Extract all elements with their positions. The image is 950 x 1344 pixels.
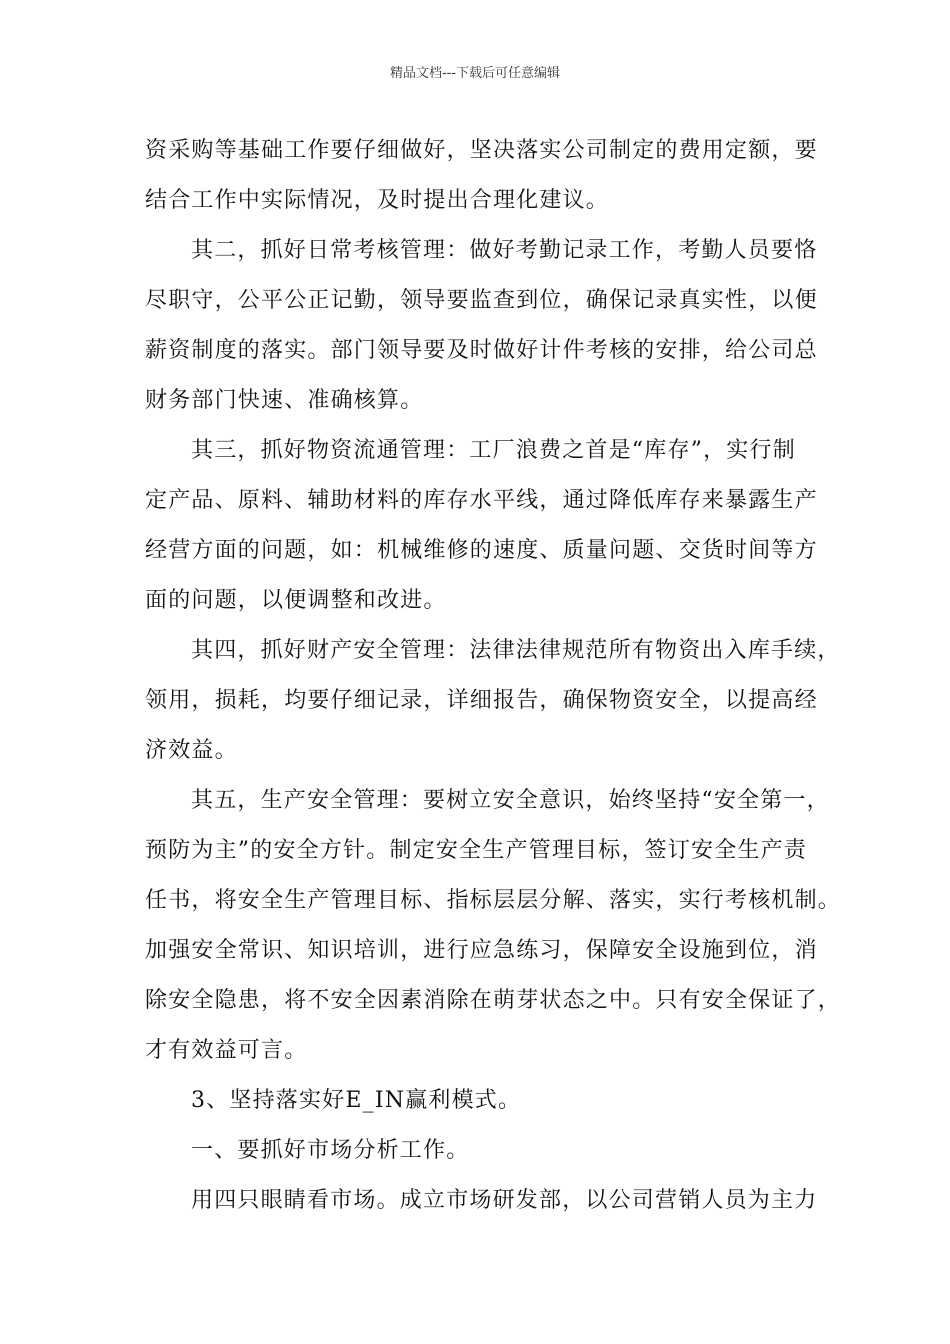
text-line: 预防为主”的安全方针。制定安全生产管理目标，签订安全生产责 [145, 838, 808, 863]
text-line: 面的问题，以便调整和改进。 [145, 588, 447, 613]
text-line: 用四只眼睛看市场。成立市场研发部，以公司营销人员为主力 [191, 1188, 818, 1213]
text-line: 其二，抓好日常考核管理：做好考勤记录工作，考勤人员要恪 [191, 238, 818, 263]
text-line: 经营方面的问题，如：机械维修的速度、质量问题、交货时间等方 [145, 538, 818, 563]
text-line: 结合工作中实际情况，及时提出合理化建议。 [145, 188, 610, 213]
text-line: 定产品、原料、辅助材料的库存水平线，通过降低库存来暴露生产 [145, 488, 818, 513]
text-line: 济效益。 [145, 738, 238, 763]
text-line: 薪资制度的落实。部门领导要及时做好计件考核的安排，给公司总 [145, 338, 818, 363]
page-header: 精品文档---下载后可任意编辑 [389, 66, 561, 81]
text-line: 其三，抓好物资流通管理：工厂浪费之首是“库存”，实行制 [191, 438, 796, 463]
text-line: 一、要抓好市场分析工作。 [191, 1138, 470, 1163]
text-line: 任书，将安全生产管理目标、指标层层分解、落实，实行考核机制。 [145, 888, 842, 913]
text-line: 其四，抓好财产安全管理：法律法律规范所有物资出入库手续， [191, 638, 841, 663]
text-line: 才有效益可言。 [145, 1038, 308, 1063]
text-line: 加强安全常识、知识培训，进行应急练习，保障安全设施到位，消 [145, 938, 818, 963]
text-line: 3、坚持落实好E_IN赢利模式。 [191, 1088, 522, 1113]
text-line: 财务部门快速、准确核算。 [145, 388, 424, 413]
text-line: 尽职守，公平公正记勤，领导要监查到位，确保记录真实性，以便 [145, 288, 818, 313]
text-line: 领用，损耗，均要仔细记录，详细报告，确保物资安全，以提高经 [145, 688, 818, 713]
text-line: 其五，生产安全管理：要树立安全意识，始终坚持“安全第一， [191, 788, 830, 813]
text-line: 除安全隐患，将不安全因素消除在萌芽状态之中。只有安全保证了， [145, 988, 842, 1013]
text-line: 资采购等基础工作要仔细做好，坚决落实公司制定的费用定额，要 [145, 138, 818, 163]
